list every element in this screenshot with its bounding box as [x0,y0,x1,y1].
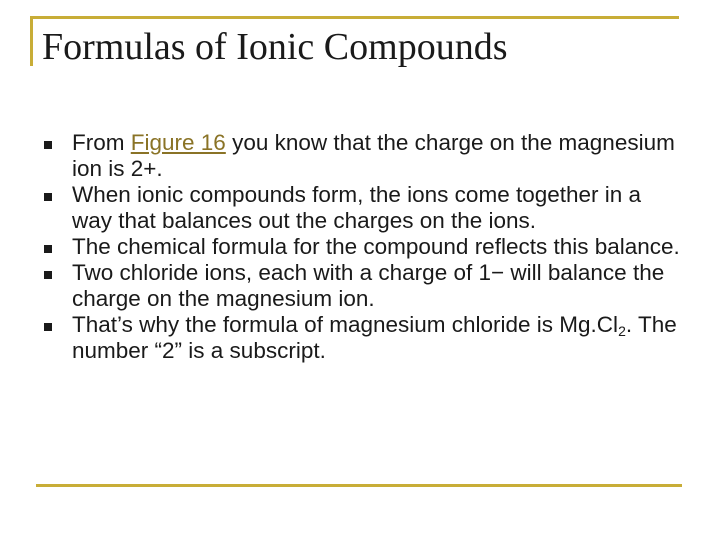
slide-title: Formulas of Ionic Compounds [42,26,508,68]
bottom-rule [36,484,682,487]
square-bullet-icon [44,323,52,331]
bullet-text: The chemical formula for the compound reflects this balance. [72,234,680,259]
bullet-item [44,182,684,234]
bullet-text: When ionic compounds form, the ions come together in a way that balances out the charges on the ions. [72,182,642,233]
square-bullet-icon [44,245,52,253]
formula-subscript: 2 [618,323,626,339]
bullet-text: That’s why the formula of magnesium chloride is Mg.Cl [72,312,619,337]
figure-16-link[interactable]: Figure 16 [130,130,226,155]
bullet-item [44,260,684,312]
bullet-text: . The number “2” is a subscript. [72,312,677,363]
bullet-text: From [72,130,131,155]
bullet-item [44,312,684,364]
square-bullet-icon [44,193,52,201]
bullet-list [44,130,684,364]
square-bullet-icon [44,271,52,279]
title-frame-top-rule [30,16,679,19]
bullet-item [44,130,684,182]
bullet-text: Two chloride ions, each with a charge of 1− will balance the charge on the magnesium ion. [72,260,665,311]
bullet-text: you know that the charge on the magnesium ion is 2+. [72,130,675,181]
bullet-item [44,234,684,260]
title-frame-left-rule [30,16,33,66]
square-bullet-icon [44,141,52,149]
